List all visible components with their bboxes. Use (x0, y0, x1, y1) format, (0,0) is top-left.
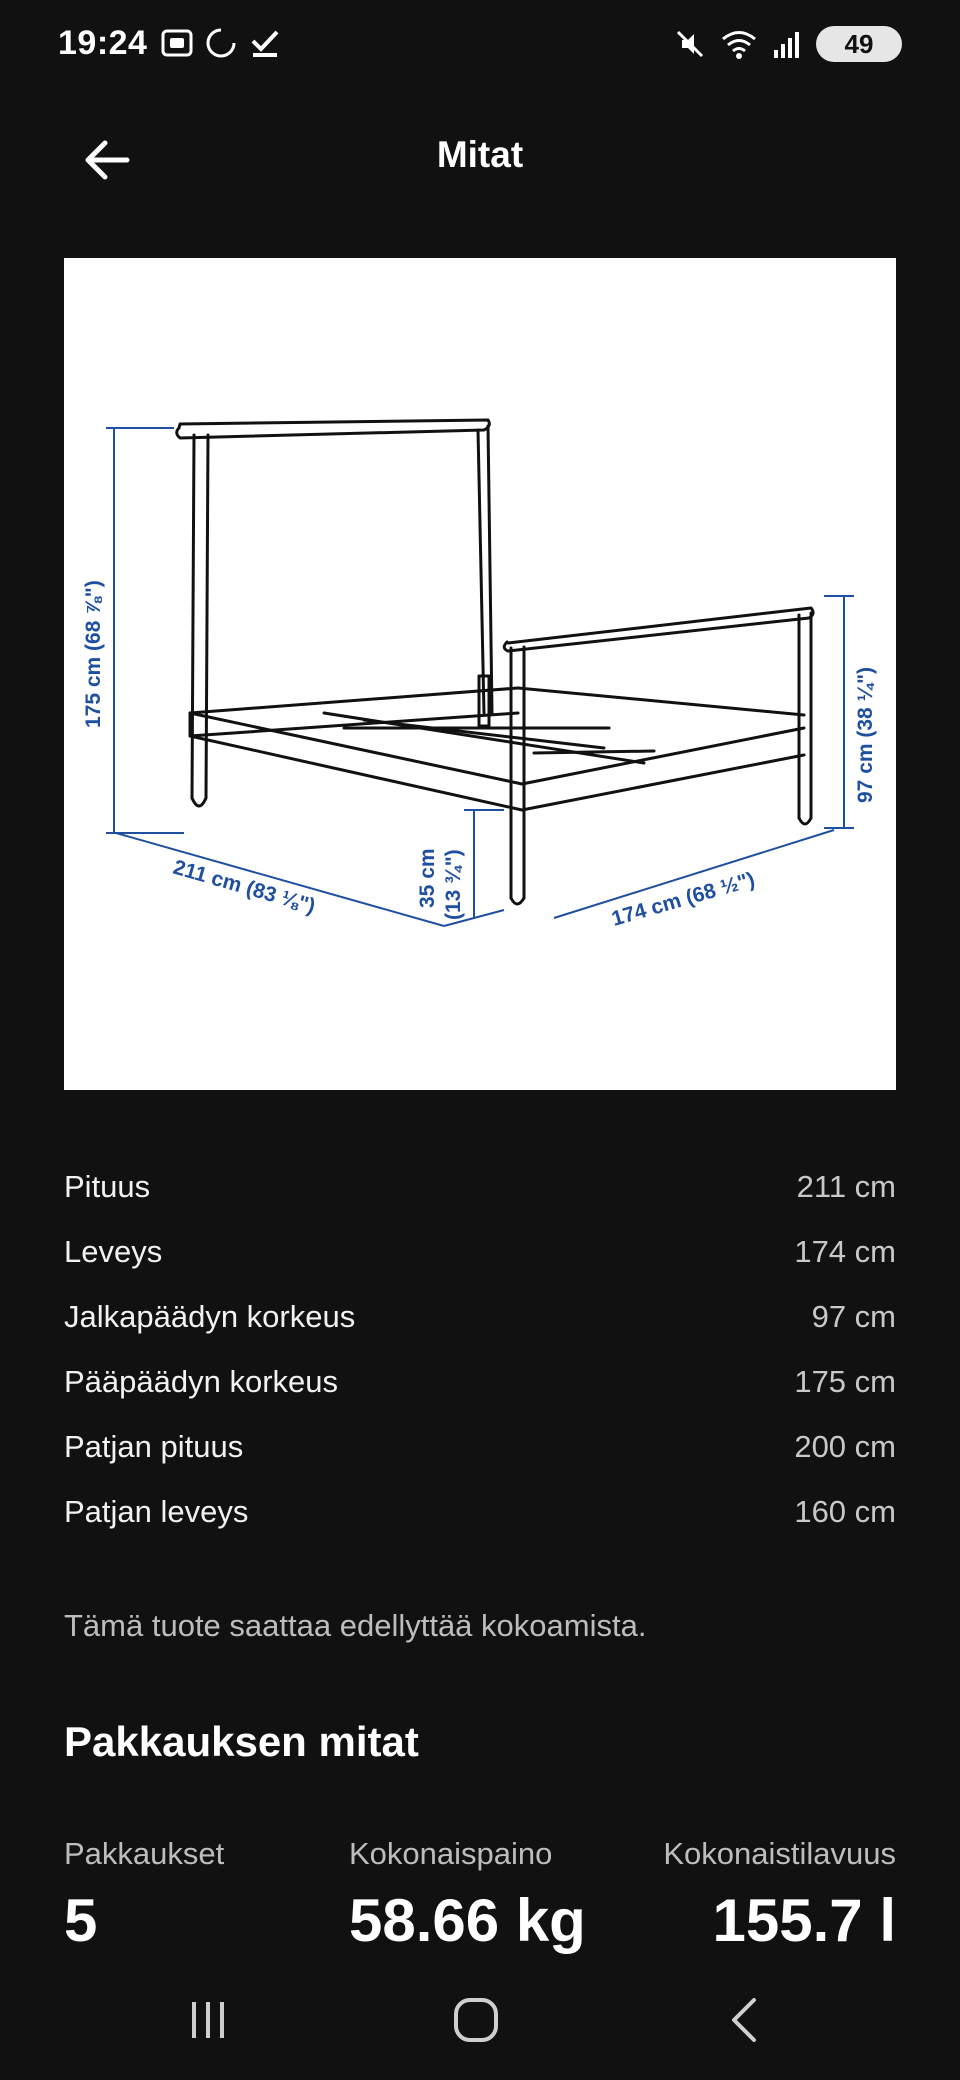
mute-icon (674, 28, 706, 60)
bed-drawing (64, 258, 896, 1090)
battery-icon (816, 26, 902, 62)
dimension-label: Leveys (64, 1233, 163, 1269)
footboard-height-label: 97 cm (38 ¼") (854, 666, 877, 803)
dimension-value: 175 cm (794, 1363, 896, 1399)
header (0, 112, 960, 204)
stat-label: Kokonaispaino (349, 1836, 553, 1871)
status-icons-left (160, 26, 282, 60)
dimensions-list (64, 1154, 896, 1544)
sync-icon (204, 26, 238, 60)
dimension-value: 211 cm (796, 1168, 896, 1204)
screenshot-icon (160, 26, 194, 60)
chevron-left-icon (724, 1994, 768, 2046)
package-title: Pakkauksen mitat (64, 1718, 419, 1765)
package-stats (64, 1836, 896, 1956)
home-button[interactable] (436, 1988, 516, 2052)
leg-height-cm-label: 35 cm (416, 848, 439, 908)
headboard-height-label: 175 cm (68 ⅞") (82, 580, 105, 728)
dimension-label: Pituus (64, 1168, 151, 1204)
status-icons-right (674, 26, 902, 62)
dimension-value: 97 cm (811, 1298, 896, 1334)
length-label: 211 cm (83 ⅛") (170, 855, 318, 919)
dimension-row-mattress-width (64, 1479, 896, 1544)
dimension-label: Jalkapäädyn korkeus (64, 1298, 356, 1334)
leg-height-in-label: (13 ¾") (442, 849, 465, 920)
stat-value: 5 (64, 1887, 98, 1954)
status-bar (0, 0, 960, 94)
dimension-row-footboard-height (64, 1284, 896, 1349)
signal-icon (772, 28, 802, 60)
dimension-value: 174 cm (794, 1233, 896, 1269)
dimension-row-headboard-height (64, 1349, 896, 1414)
home-icon (450, 1994, 502, 2046)
assembly-note: Tämä tuote saattaa edellyttää kokoamista. (64, 1608, 647, 1643)
stat-label: Pakkaukset (64, 1836, 225, 1871)
dimension-row-mattress-length (64, 1414, 896, 1479)
check-icon (248, 26, 282, 60)
width-label: 174 cm (68 ½") (609, 867, 758, 931)
stat-value: 58.66 kg (349, 1887, 586, 1954)
dimension-value: 200 cm (794, 1428, 896, 1464)
battery-level: 49 (844, 28, 874, 59)
dimension-value: 160 cm (794, 1493, 896, 1529)
navigation-bar (0, 1960, 960, 2080)
package-volume-stat (663, 1836, 896, 1955)
dimension-label: Patjan leveys (64, 1493, 249, 1529)
page-title: Mitat (436, 134, 524, 175)
dimension-diagram (64, 258, 896, 1090)
dimension-label: Patjan pituus (64, 1428, 244, 1464)
recents-button[interactable] (168, 1988, 248, 2052)
package-weight-stat (349, 1836, 586, 1955)
stat-label: Kokonaistilavuus (663, 1836, 896, 1871)
dimension-row-width (64, 1219, 896, 1284)
package-count-stat (64, 1836, 224, 1955)
status-time: 19:24 (58, 24, 148, 62)
stat-value: 155.7 l (712, 1887, 896, 1954)
recents-icon (186, 1996, 230, 2044)
wifi-icon (720, 28, 758, 60)
dimension-row-length (64, 1154, 896, 1219)
dimension-label: Pääpäädyn korkeus (64, 1363, 339, 1399)
nav-back-button[interactable] (706, 1988, 786, 2052)
